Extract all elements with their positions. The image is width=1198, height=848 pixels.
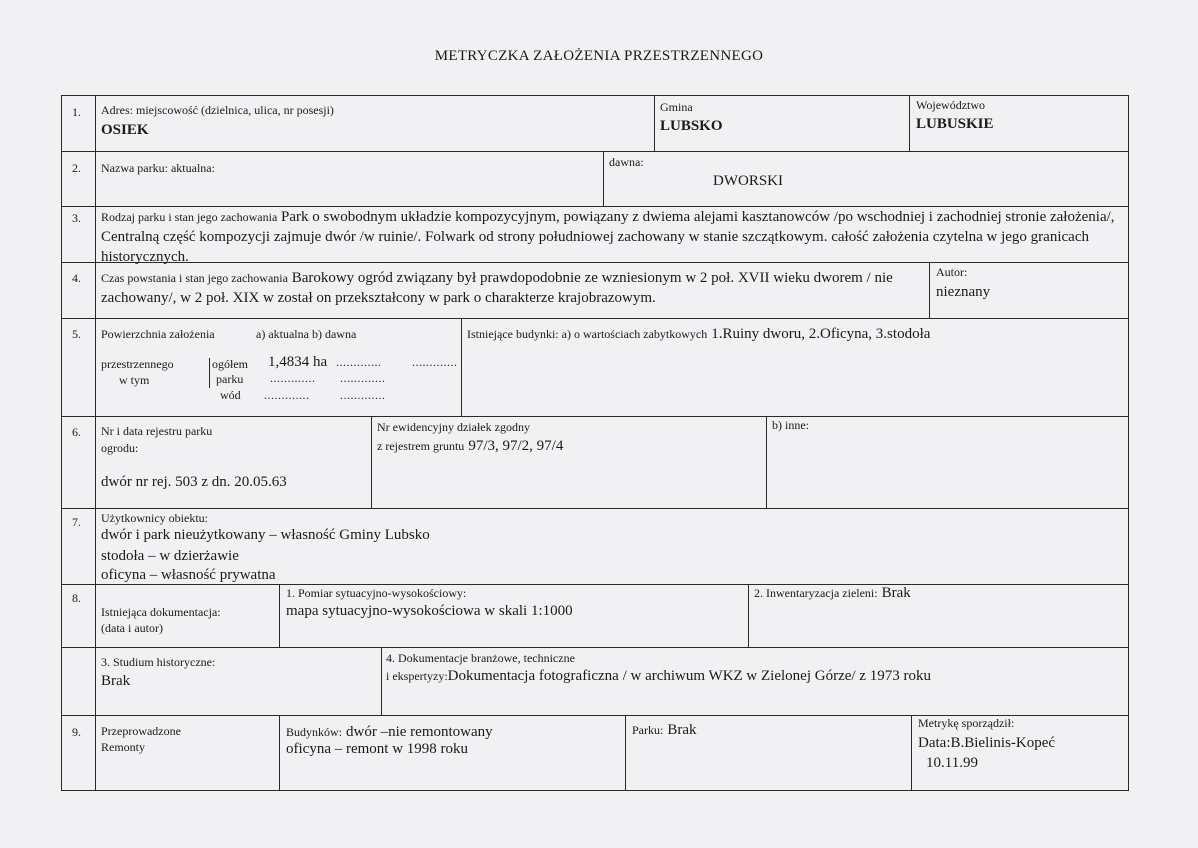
- renovations-label: Przeprowadzone: [101, 724, 181, 738]
- grid-line: [61, 151, 1129, 152]
- branch-docs-text: [386, 667, 931, 685]
- renovations-label-cont: Remonty: [101, 740, 145, 754]
- total-area-value: 1,4834 ha: [268, 354, 328, 370]
- park-renovations-text: [632, 721, 697, 739]
- park-renovations-label: Parku:: [632, 723, 664, 737]
- users-line: oficyna – własność prywatna: [101, 567, 276, 583]
- grid-line: [1128, 95, 1129, 791]
- greenery-text: [754, 584, 911, 602]
- survey-value: mapa sytuacyjno-wysokościowa w skali 1:1000: [286, 603, 573, 619]
- row-number: 5.: [72, 327, 81, 341]
- grid-line: [61, 790, 1129, 791]
- grid-line: [61, 95, 62, 791]
- origin-text: [101, 268, 929, 308]
- building-renovations-line: dwór –nie remontowany: [346, 724, 493, 740]
- row-number: 4.: [72, 271, 81, 285]
- historic-study-label: 3. Studium historyczne:: [101, 655, 216, 669]
- grid-line: [654, 95, 655, 151]
- grid-line: [61, 318, 1129, 319]
- dotted-fill: .............: [340, 388, 386, 402]
- address-label: Adres: miejscowość (dzielnica, ulica, nr posesji): [101, 103, 334, 117]
- grid-line: [603, 151, 604, 206]
- grid-line: [381, 647, 382, 715]
- area-columns-label: a) aktualna b) dawna: [256, 327, 357, 341]
- dotted-fill: .............: [336, 355, 382, 369]
- document-title: METRYCZKA ZAŁOŻENIA PRZESTRZENNEGO: [434, 48, 764, 64]
- buildings-value: 1.Ruiny dworu, 2.Oficyna, 3.stodoła: [711, 326, 931, 342]
- row-number: 6.: [72, 425, 81, 439]
- grid-line: [461, 318, 462, 416]
- author-label: Autor:: [936, 265, 968, 279]
- register-label-cont: ogrodu:: [101, 441, 139, 455]
- users-line: dwór i park nieużytkowany – własność Gminy Lubsko: [101, 527, 430, 543]
- grid-line: [61, 95, 1129, 96]
- plots-label-cont: z rejestrem gruntu: [377, 439, 465, 453]
- plots-text: [377, 437, 563, 455]
- voivodeship-value: LUBUSKIE: [916, 116, 994, 132]
- plots-label: Nr ewidencyjny działek zgodny: [377, 420, 530, 434]
- grid-line: [911, 715, 912, 790]
- buildings-text: [467, 325, 930, 343]
- origin-value: Barokowy ogród związany był prawdopodobnie ze wzniesionym w 2 poł. XVII wieku dworem / nie zachowany/, w 2 poł. XIX w został on przekształcony w park o charakterze krajobrazowym.: [101, 270, 893, 306]
- historic-study-value: Brak: [101, 673, 131, 689]
- author-value: nieznany: [936, 284, 991, 300]
- address-value: OSIEK: [101, 122, 149, 138]
- grid-line: [61, 508, 1129, 509]
- grid-line: [909, 95, 910, 151]
- grid-line: [279, 715, 280, 790]
- former-name-label: dawna:: [609, 155, 644, 169]
- users-line: stodoła – w dzierżawie: [101, 548, 239, 564]
- park-type-value: Park o swobodnym układzie kompozycyjnym, powiązany z dwiema alejami kasztanowców /po wschodniej i zachodniej stronie założenia/, Centralną część kompozycji zajmuje dwór /w ruinie/. Folwark od strony południowej zachowany w stanie szczątkowym. całość założenia czytelna w jego granicach historycznych.: [101, 209, 1115, 265]
- row-number: 1.: [72, 105, 81, 119]
- row-number: 2.: [72, 161, 81, 175]
- branch-docs-label-cont: i ekspertyzy:: [386, 669, 448, 683]
- former-name-value: DWORSKI: [713, 173, 783, 189]
- row-number: 7.: [72, 515, 81, 529]
- prepared-date: 10.11.99: [926, 755, 978, 771]
- voivodeship-label: Województwo: [916, 98, 986, 112]
- park-type-text: [101, 207, 1123, 267]
- dotted-fill: .............: [340, 371, 386, 385]
- buildings-label: Istniejące budynki: a) o wartościach zabytkowych: [467, 327, 708, 341]
- branch-docs-value: Dokumentacja fotograficzna / w archiwum WKZ w Zielonej Górze/ z 1973 roku: [447, 668, 931, 684]
- other-label: b) inne:: [772, 418, 809, 432]
- plots-value: 97/3, 97/2, 97/4: [468, 438, 564, 454]
- of-which-label: w tym: [119, 373, 150, 387]
- documentation-sublabel: (data i autor): [101, 621, 163, 635]
- prepared-by-value: Data:B.Bielinis-Kopeć: [918, 735, 1056, 751]
- row-number: 9.: [72, 725, 81, 739]
- survey-label: 1. Pomiar sytuacyjno-wysokościowy:: [286, 586, 467, 600]
- dotted-fill: .............: [264, 388, 310, 402]
- dotted-fill: .............: [270, 371, 316, 385]
- grid-line: [95, 95, 96, 791]
- dotted-fill: .............: [412, 355, 458, 369]
- grid-line: [748, 584, 749, 647]
- branch-docs-label: 4. Dokumentacje branżowe, techniczne: [386, 651, 575, 665]
- row-number: 8.: [72, 591, 81, 605]
- gmina-label: Gmina: [660, 100, 693, 114]
- area-label: Powierzchnia założenia: [101, 327, 215, 341]
- grid-line: [625, 715, 626, 790]
- building-renovations-text: [286, 723, 493, 741]
- grid-line: [61, 647, 1129, 648]
- grid-line: [61, 416, 1129, 417]
- users-label: Użytkownicy obiektu:: [101, 511, 208, 525]
- park-type-label: Rodzaj parku i stan jego zachowania: [101, 210, 278, 224]
- documentation-label: Istniejąca dokumentacja:: [101, 605, 221, 619]
- park-area-label: parku: [216, 372, 244, 386]
- gmina-value: LUBSKO: [660, 118, 723, 134]
- greenery-value: Brak: [881, 585, 911, 601]
- grid-line: [371, 416, 372, 508]
- park-name-label: Nazwa parku: aktualna:: [101, 161, 215, 175]
- water-area-label: wód: [220, 388, 241, 402]
- grid-line: [766, 416, 767, 508]
- spatial-label: przestrzennego: [101, 357, 174, 371]
- row-number: 3.: [72, 211, 81, 225]
- park-renovations-value: Brak: [667, 722, 697, 738]
- origin-label: Czas powstania i stan jego zachowania: [101, 271, 288, 285]
- building-renovations-line: oficyna – remont w 1998 roku: [286, 741, 469, 757]
- register-value: dwór nr rej. 503 z dn. 20.05.63: [101, 474, 287, 490]
- register-label: Nr i data rejestru parku: [101, 424, 213, 438]
- grid-line: [279, 584, 280, 647]
- grid-line: [929, 262, 930, 318]
- greenery-label: 2. Inwentaryzacja zieleni:: [754, 586, 878, 600]
- bracket-line: [209, 358, 210, 388]
- prepared-by-label: Metrykę sporządził:: [918, 716, 1015, 730]
- building-renovations-label: Budynków:: [286, 725, 343, 739]
- total-area-label: ogółem: [212, 357, 248, 371]
